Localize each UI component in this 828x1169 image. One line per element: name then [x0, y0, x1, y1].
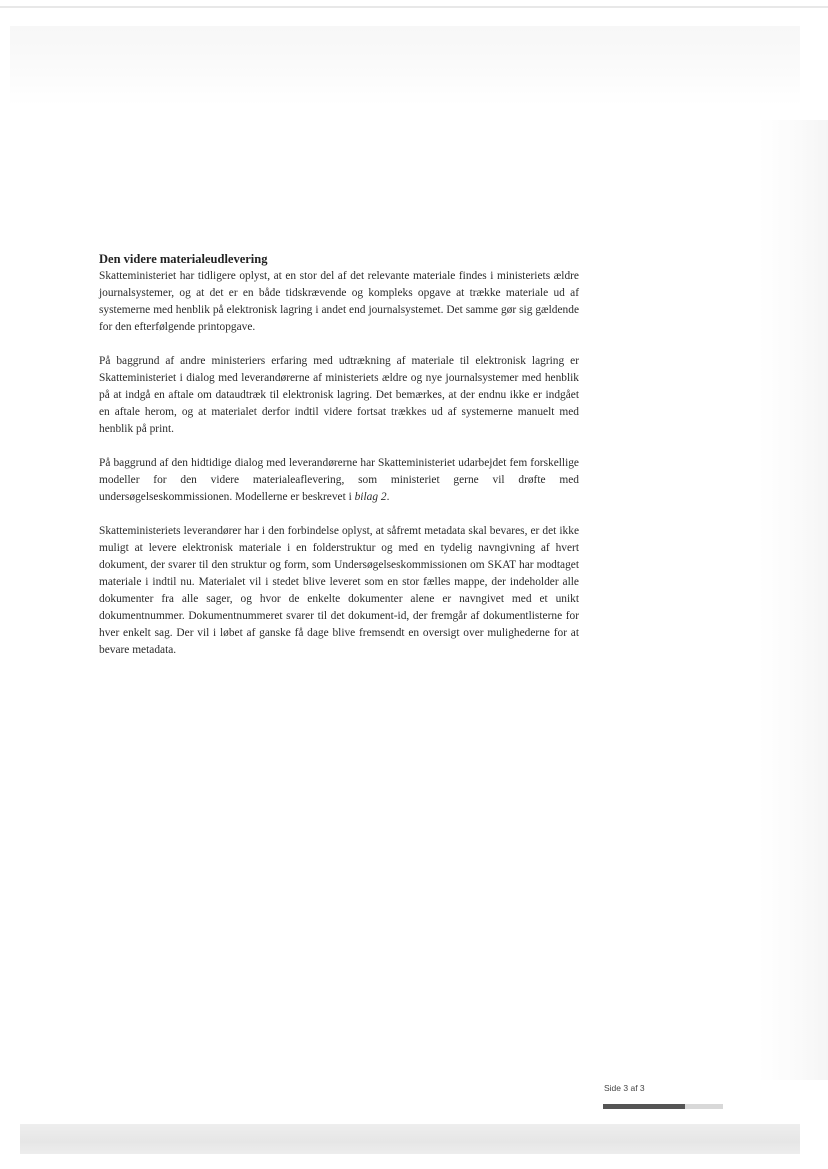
scan-shadow-top [10, 26, 800, 106]
section-heading: Den videre materialeudlevering [99, 252, 268, 266]
paragraph-3 [99, 455, 579, 506]
scan-shadow-right [758, 120, 828, 1080]
paragraph-1: Skatteministeriet har tidligere oplyst, at en stor del af det relevante materiale findes i ministeriets ældre journalsystemer, og at det er en både tidskrævende og kompleks opgave at trække materiale ud af systemerne med henblik på elektronisk lagring i andet end journalsystemet. Det samme gør sig gældende for den efterfølgende printopgave. [99, 270, 579, 333]
page-progress-bar [603, 1104, 723, 1109]
scan-shadow-bottom [20, 1124, 800, 1154]
page-progress-fill [603, 1104, 685, 1109]
paragraph-2: På baggrund af andre ministeriers erfaring med udtrækning af materiale til elektronisk lagring er Skatteministeriet i dialog med leverandørerne af ministeriets ældre og nye journalsystemer med henblik på at indgå en aftale om dataudtræk til elektronisk lagring. Det bemærkes, at der endnu ikke er indgået en aftale herom, og at materialet derfor indtil videre fortsat trækkes ud af systemerne manuelt med henblik på print. [99, 355, 579, 435]
scan-edge-top [0, 6, 828, 8]
paragraph-3-end: . [386, 491, 390, 503]
document-body [99, 251, 579, 676]
page-number: Side 3 af 3 [604, 1083, 645, 1093]
appendix-reference: bilag 2 [354, 491, 387, 503]
paragraph-3-text: På baggrund af den hidtidige dialog med leverandørerne har Skatteministeriet udarbejdet fem forskellige modeller for den videre materialeaflevering, som ministeriet gerne vil drøfte med undersøgelseskommissionen. Modellerne er beskrevet i [99, 457, 579, 503]
paragraph-4: Skatteministeriets leverandører har i den forbindelse oplyst, at såfremt metadata skal bevares, er det ikke muligt at levere elektronisk materiale i en folderstruktur og med en tydelig navngivning af hvert dokument, der svarer til den struktur og form, som Undersøgelseskommissionen om SKAT har modtaget materiale i indtil nu. Materialet vil i stedet blive leveret som en stor fælles mappe, der indeholder alle dokumenter fra alle sager, og hvor de enkelte dokumenter alene er navngivet med et unikt dokumentnummer. Dokumentnummeret svarer til det dokument-id, der fremgår af dokumentlisterne for hver enkelt sag. Der vil i løbet af ganske få dage blive fremsendt en oversigt over mulighederne for at bevare metadata. [99, 525, 579, 656]
